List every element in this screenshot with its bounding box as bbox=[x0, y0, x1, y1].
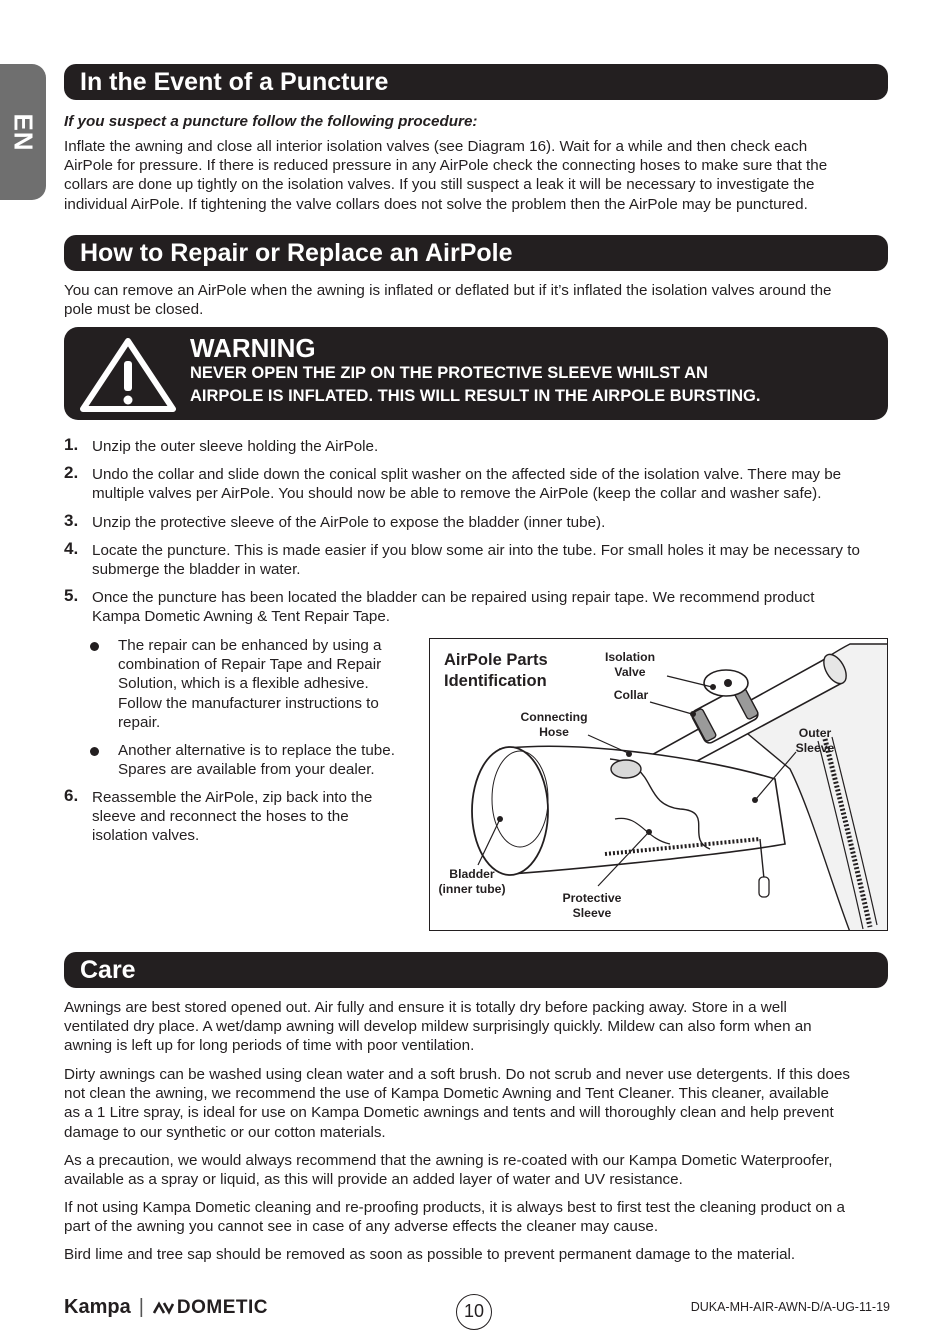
step-text bbox=[92, 541, 860, 579]
text-line: combination of Repair Tape and Repair bbox=[118, 656, 382, 674]
warning-line: AIRPOLE IS INFLATED. THIS WILL RESULT IN THE AIRPOLE BURSTING. bbox=[190, 387, 761, 405]
text-line: Solution, which is a flexible adhesive. bbox=[118, 675, 369, 693]
step-text bbox=[92, 437, 378, 456]
warning-box bbox=[64, 327, 888, 420]
label-line: Isolation bbox=[604, 650, 656, 664]
text-line: Kampa Dometic Awning & Tent Repair Tape. bbox=[92, 608, 391, 626]
step-number: 1. bbox=[64, 435, 79, 454]
text-line: As a precaution, we would always recommend that the awning is re-coated with our Kampa Dometic Waterproofer, bbox=[64, 1152, 833, 1169]
text-line: Dirty awnings can be washed using clean water and a soft brush. Do not scrub and never use detergents. If this does bbox=[64, 1066, 850, 1083]
text-line: Locate the puncture. This is made easier if you blow some air into the tube. For small holes it may be necessary to bbox=[92, 542, 860, 559]
label-line: Sleeve bbox=[572, 906, 612, 920]
text-line: sleeve and reconnect the hoses to the bbox=[92, 808, 349, 826]
title-line: AirPole Parts bbox=[444, 651, 548, 669]
label-protective-sleeve bbox=[556, 891, 628, 921]
text-line: You can remove an AirPole when the awning is inflated or deflated but if it’s inflated the isolation valves around the bbox=[64, 282, 832, 299]
text-line: Inflate the awning and close all interior isolation valves (see Diagram 16). Wait for a while and then check each bbox=[64, 138, 808, 155]
text-line: submerge the bladder in water. bbox=[92, 561, 301, 579]
care-paragraph bbox=[64, 1198, 890, 1236]
step-text bbox=[92, 513, 605, 532]
warning-triangle-icon bbox=[78, 335, 178, 413]
section-heading-care: Care bbox=[64, 952, 888, 988]
label-line: (inner tube) bbox=[438, 882, 506, 896]
kampa-logo: Kampa bbox=[64, 1296, 131, 1318]
text-line: Unzip the outer sleeve holding the AirPole. bbox=[92, 438, 379, 455]
text-line: isolation valves. bbox=[92, 827, 200, 845]
warning-text bbox=[190, 362, 850, 408]
label-connecting-hose bbox=[514, 710, 594, 740]
warning-title: WARNING bbox=[190, 333, 316, 363]
text-line: Bird lime and tree sap should be removed as soon as possible to prevent permanent damage to the material. bbox=[64, 1246, 796, 1263]
label-line: Valve bbox=[614, 665, 646, 679]
step-text bbox=[92, 788, 372, 846]
text-line: part of the awning you cannot see in case of any adverse effects the cleaner may cause. bbox=[64, 1218, 659, 1236]
step-number: 4. bbox=[64, 539, 79, 558]
dometic-chevron-icon bbox=[152, 1301, 174, 1315]
label-line: Outer bbox=[798, 726, 832, 740]
text-line: Unzip the protective sleeve of the AirPole to expose the bladder (inner tube). bbox=[92, 514, 606, 531]
diagram-title bbox=[444, 650, 594, 692]
label-outer-sleeve bbox=[790, 726, 840, 756]
care-paragraph bbox=[64, 998, 890, 1056]
text-line: collars are done up tightly on the isolation valves. If you still suspect a leak it will be necessary to investigate the bbox=[64, 176, 815, 194]
text-line: individual AirPole. If tightening the valve collars does not solve the problem then the AirPole may be punctured. bbox=[64, 195, 808, 213]
step-number: 6. bbox=[64, 786, 79, 805]
text-line: If not using Kampa Dometic cleaning and re-proofing products, it is always best to first test the cleaning product on a bbox=[64, 1199, 845, 1216]
label-line: Collar bbox=[613, 688, 649, 702]
title-line: Identification bbox=[444, 672, 547, 690]
text-line: multiple valves per AirPole. You should now be able to remove the AirPole (keep the collar and washer safe). bbox=[92, 485, 822, 503]
label-line: Hose bbox=[539, 725, 569, 739]
text-line: not clean the awning, we recommend the use of Kampa Dometic Awning and Tent Cleaner. This cleaner, available bbox=[64, 1085, 829, 1103]
footer-brand-logos bbox=[64, 1296, 268, 1319]
document-code: DUKA-MH-AIR-AWN-D/A-UG-11-19 bbox=[690, 1300, 890, 1314]
label-collar bbox=[606, 688, 656, 703]
text-line: as a 1 Litre spray, is ideal for use on Kampa Dometic awnings and tents and will thoroughly clean and help prevent bbox=[64, 1104, 834, 1122]
language-tab bbox=[0, 64, 46, 200]
text-line: damage to our synthetic or our cotton materials. bbox=[64, 1123, 386, 1141]
text-line: AirPole for pressure. If there is reduced pressure in any AirPole check the connecting hoses to make sure that the bbox=[64, 157, 828, 175]
repair-intro bbox=[64, 281, 890, 319]
text-line: Another alternative is to replace the tube. bbox=[118, 742, 395, 759]
label-line: Connecting bbox=[520, 710, 588, 724]
dometic-logo: DOMETIC bbox=[176, 1296, 269, 1318]
label-line: Sleeve bbox=[795, 741, 835, 755]
text-line: Undo the collar and slide down the conical split washer on the affected side of the isolation valve. There may be bbox=[92, 466, 842, 483]
text-line: repair. bbox=[118, 713, 161, 731]
care-paragraph bbox=[64, 1065, 890, 1142]
text-line: ventilated dry place. A wet/damp awning will develop mildew surprisingly quickly. Mildew can also form when an bbox=[64, 1018, 812, 1036]
step-number: 5. bbox=[64, 586, 79, 605]
label-line: Bladder bbox=[449, 867, 495, 881]
puncture-paragraph bbox=[64, 137, 890, 214]
care-paragraph bbox=[64, 1245, 890, 1264]
bullet-text bbox=[118, 741, 418, 779]
text-line: awning is left up for long periods of time with poor ventilation. bbox=[64, 1037, 475, 1055]
label-bladder bbox=[432, 867, 512, 897]
text-line: pole must be closed. bbox=[64, 301, 204, 319]
text-line: available as a spray or liquid, as this will provide an added layer of water and UV resistance. bbox=[64, 1171, 683, 1189]
label-isolation-valve bbox=[600, 650, 660, 680]
page-number: 10 bbox=[456, 1294, 492, 1330]
care-paragraph bbox=[64, 1151, 890, 1189]
text-line: Follow the manufacturer instructions to bbox=[118, 694, 379, 712]
bullet-dot bbox=[90, 642, 99, 651]
step-number: 2. bbox=[64, 463, 79, 482]
text-line: Awnings are best stored opened out. Air fully and ensure it is totally dry before packing away. Store in a well bbox=[64, 999, 787, 1016]
puncture-lead: If you suspect a puncture follow the following procedure: bbox=[64, 113, 478, 130]
text-line: Spares are available from your dealer. bbox=[118, 761, 375, 779]
step-text bbox=[92, 465, 841, 503]
language-label: EN bbox=[8, 112, 39, 152]
label-line: Protective bbox=[562, 891, 622, 905]
bullet-text bbox=[118, 636, 418, 732]
text-line: The repair can be enhanced by using a bbox=[118, 637, 382, 654]
text-line: Once the puncture has been located the bladder can be repaired using repair tape. We recommend product bbox=[92, 589, 815, 606]
section-heading-repair: How to Repair or Replace an AirPole bbox=[64, 235, 888, 271]
text-line: Reassemble the AirPole, zip back into the bbox=[92, 789, 373, 806]
step-number: 3. bbox=[64, 511, 79, 530]
warning-line: NEVER OPEN THE ZIP ON THE PROTECTIVE SLEEVE WHILST AN bbox=[190, 364, 708, 382]
logo-divider: | bbox=[138, 1296, 144, 1318]
step-text bbox=[92, 588, 814, 626]
bullet-dot bbox=[90, 747, 99, 756]
section-heading-puncture: In the Event of a Puncture bbox=[64, 64, 888, 100]
airpole-parts-diagram bbox=[429, 638, 888, 931]
